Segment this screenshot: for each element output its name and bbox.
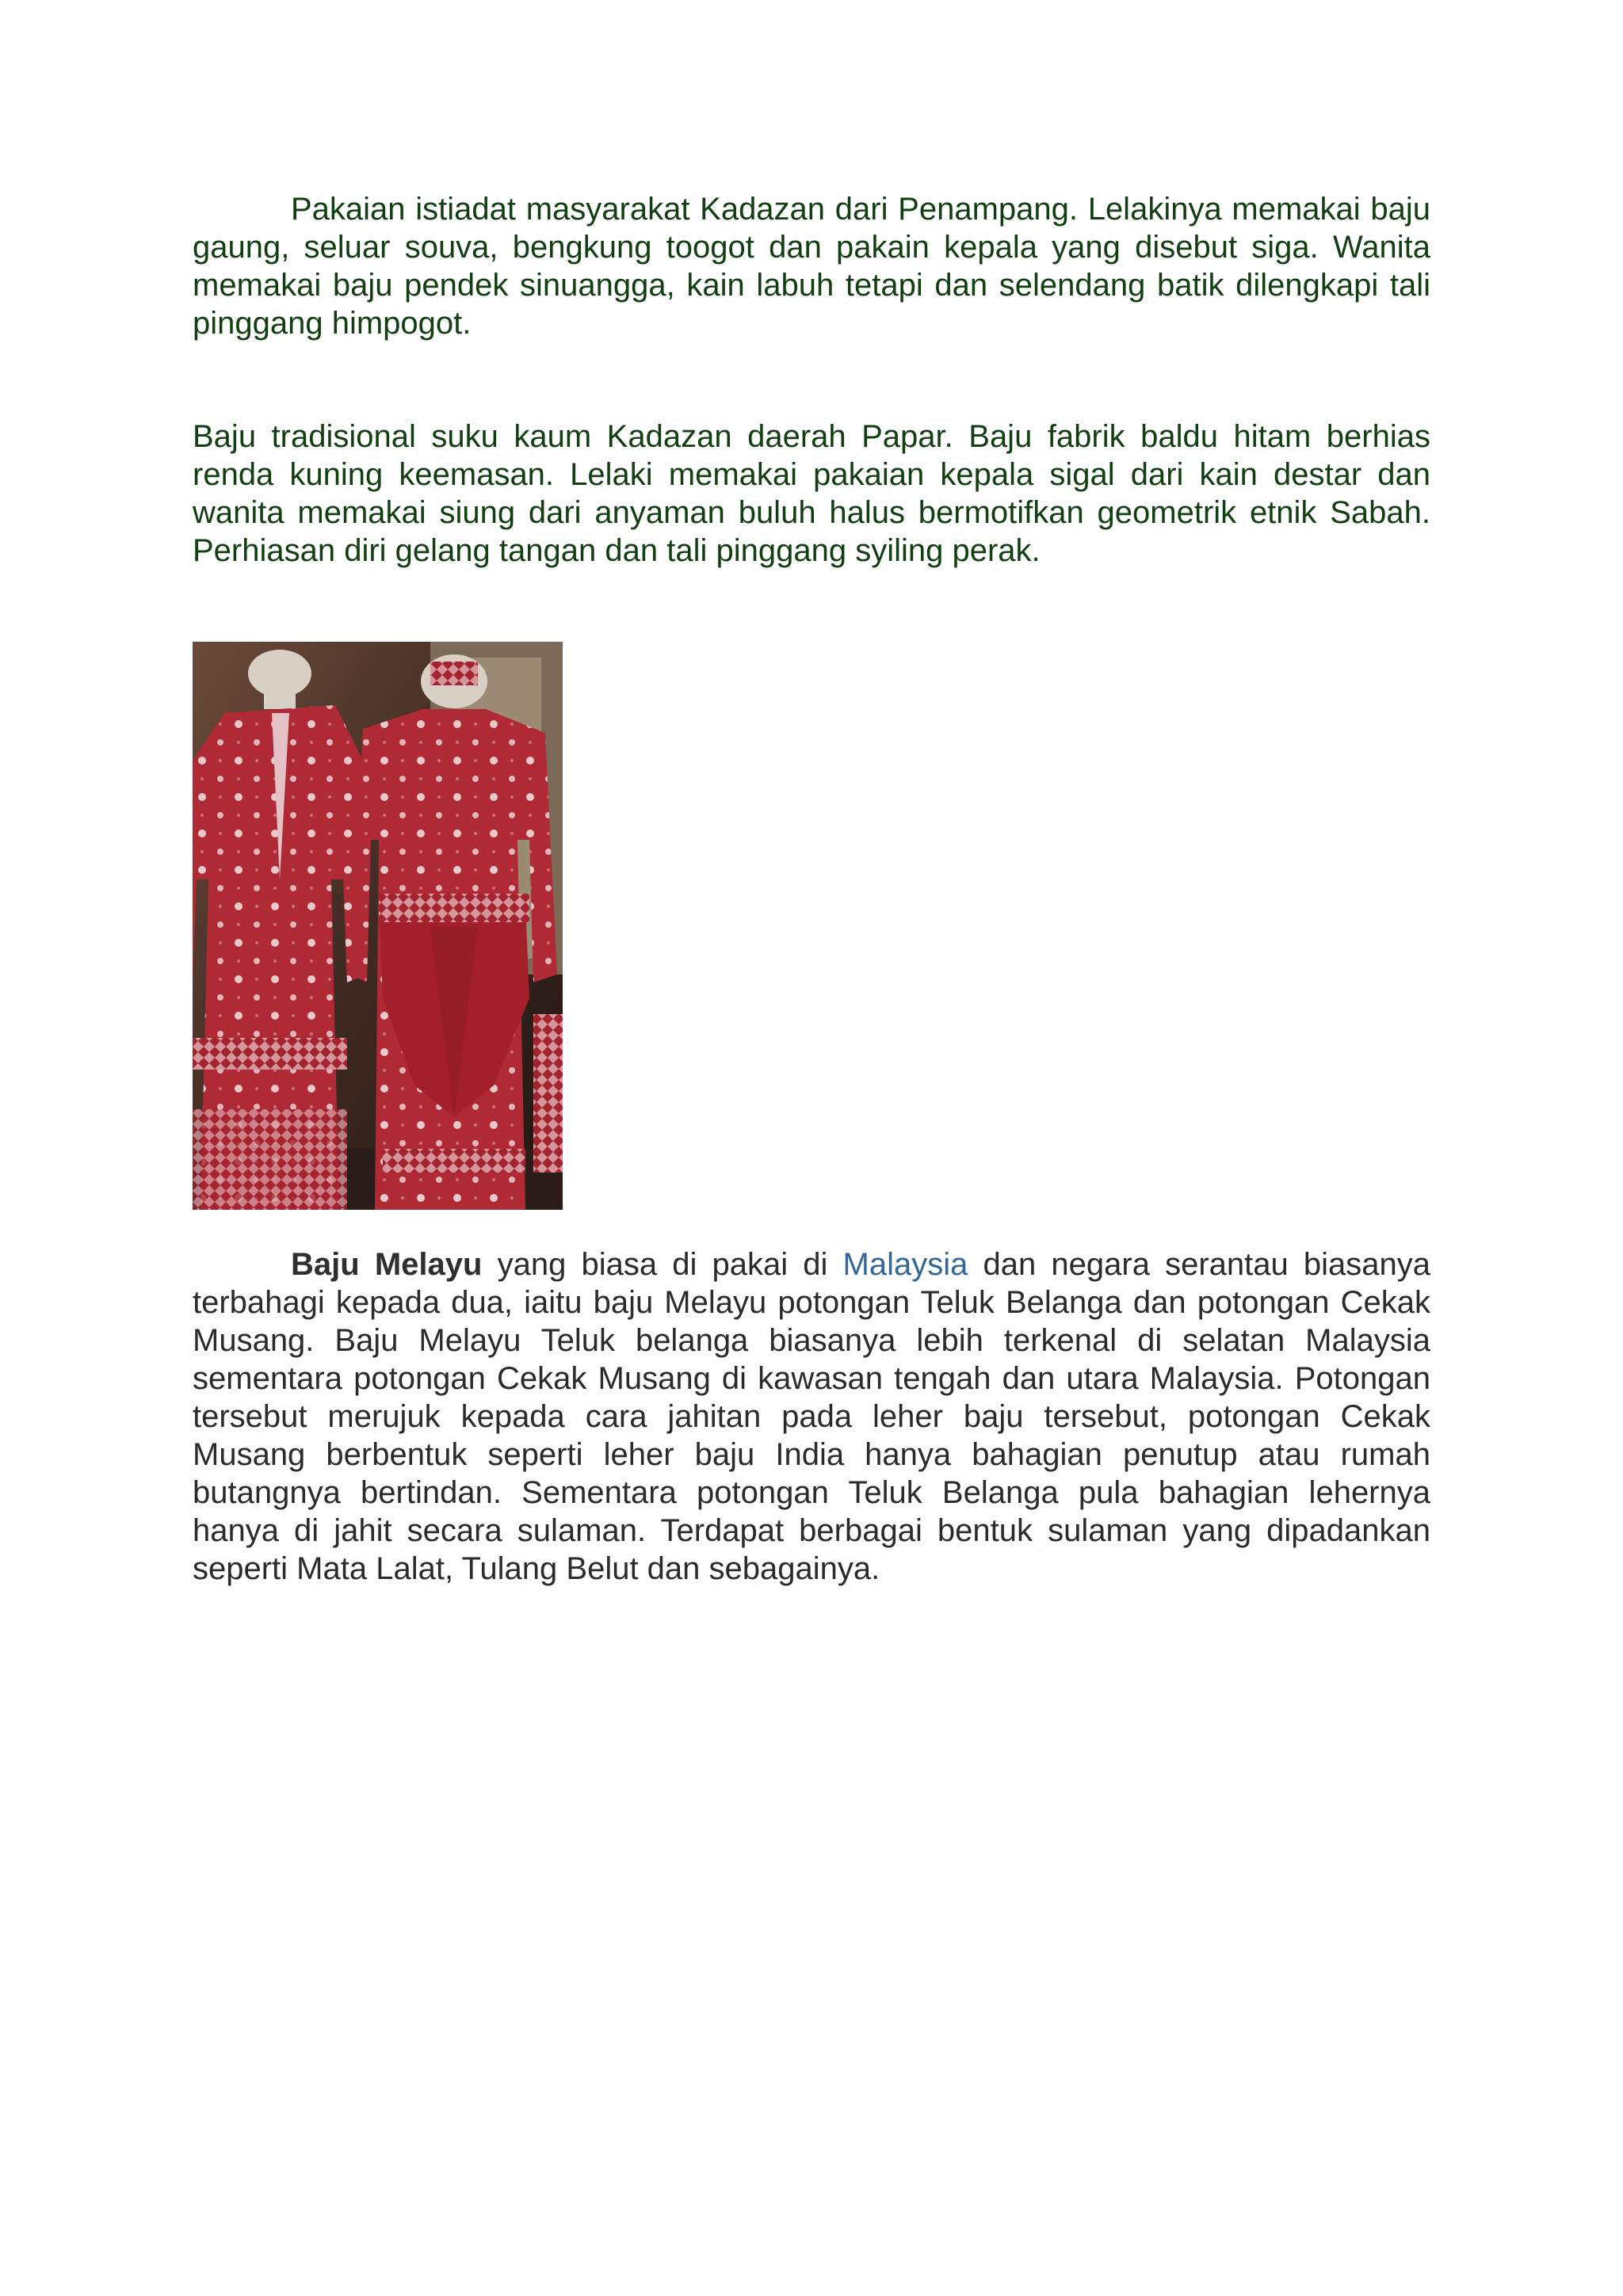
paragraph-text-before-link: yang biasa di pakai di bbox=[482, 1247, 843, 1282]
paragraph-text-after-link: dan negara serantau biasanya terbahagi kepada dua, iaitu baju Melayu potongan Teluk Belanga dan potongan Cekak Musang. Baju Melayu Teluk belanga biasanya lebih terkenal di selatan Malaysia sementara potongan Cekak Musang di kawasan tengah dan utara Malaysia. Potongan tersebut merujuk kepada cara jahitan pada leher baju tersebut, potongan Cekak Musang berbentuk seperti leher baju India hanya bahagian penutup atau rumah butangnya bertindan. Sementara potongan Teluk Belanga pula bahagian lehernya hanya di jahit secara sulaman. Terdapat berbagai bentuk sulaman yang dipadankan seperti Mata Lalat, Tulang Belut dan sebagainya. bbox=[193, 1247, 1431, 1586]
paragraph-kadazan-papar: Baju tradisional suku kaum Kadazan daerah Papar. Baju fabrik baldu hitam berhias renda kuning keemasan. Lelaki memakai pakaian kepala sigal dari kain destar dan wanita memakai siung dari anyaman buluh halus bermotifkan geometrik etnik Sabah. Perhiasan diri gelang tangan dan tali pinggang syiling perak. bbox=[193, 419, 1430, 568]
paragraph-baju-melayu bbox=[193, 1245, 1430, 1588]
baju-melayu-heading: Baju Melayu bbox=[291, 1247, 483, 1282]
baju-melayu-photo bbox=[193, 642, 563, 1210]
malaysia-link[interactable]: Malaysia bbox=[842, 1247, 968, 1282]
paragraph-kadazan-penampang: Pakaian istiadat masyarakat Kadazan dari Penampang. Lelakinya memakai baju gaung, seluar souva, bengkung toogot dan pakain kepala yang disebut siga. Wanita memakai baju pendek sinuangga, kain labuh tetapi dan selendang batik dilengkapi tali pinggang himpogot. bbox=[193, 192, 1430, 341]
